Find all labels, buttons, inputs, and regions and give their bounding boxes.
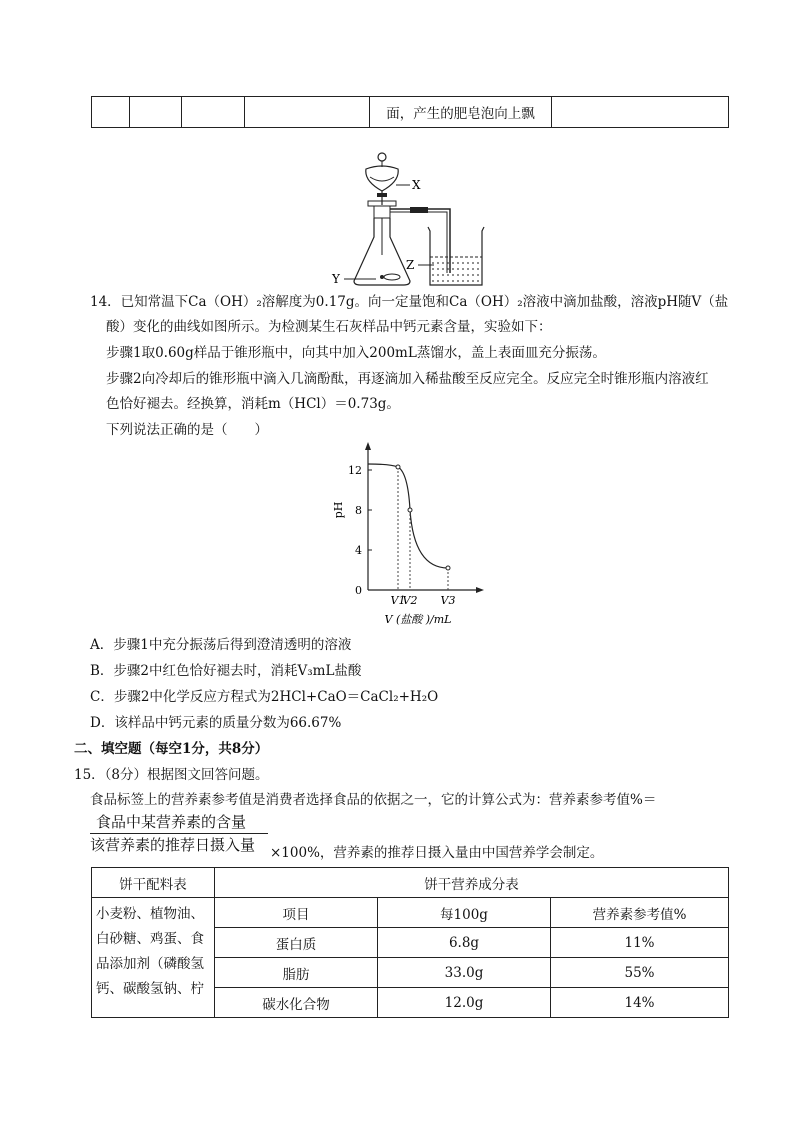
composition-header: 饼干营养成分表 xyxy=(215,868,729,898)
top-table-cell xyxy=(552,97,729,128)
q15-line2: 食品标签上的营养素参考值是消费者选择食品的依据之一，它的计算公式为：营养素参考值%＝ xyxy=(90,792,657,808)
col-per100-header: 每100g xyxy=(378,898,551,928)
x-tick-label: V1 xyxy=(390,594,406,607)
ingredients-cell xyxy=(92,898,215,1018)
top-table-cell xyxy=(92,97,130,128)
nutrition-table xyxy=(91,867,729,1018)
row-amount: 33.0g xyxy=(378,958,551,988)
x-tick-label: V3 xyxy=(440,594,456,607)
x-axis-label: V (盐酸 )/mL xyxy=(384,613,452,626)
fraction-denominator: 该营养素的推荐日摄入量 xyxy=(90,836,256,854)
q14-line2: 酸）变化的曲线如图所示。为检测某生石灰样品中钙元素含量，实验如下： xyxy=(106,319,552,335)
top-table-cell xyxy=(182,97,245,128)
row-item: 脂肪 xyxy=(215,958,378,988)
top-table-cell-text: 面，产生的肥皂泡向上飘 xyxy=(370,97,552,128)
row-nrv: 14% xyxy=(551,988,729,1018)
ph-curve xyxy=(368,464,448,568)
ingredients-line: 小麦粉、植物油、 xyxy=(96,906,204,922)
ingredients-line: 钙、碳酸氢钠、柠 xyxy=(96,981,204,997)
x-tick-label: V2 xyxy=(402,594,418,607)
q14-prompt: 下列说法正确的是（ ） xyxy=(106,422,268,438)
top-table-cell xyxy=(130,97,182,128)
q14-line1: 14．已知常温下Ca（OH）₂溶解度为0.17g。向一定量饱和Ca（OH）₂溶液中滴加盐酸，溶液pH随V（盐 xyxy=(90,294,729,310)
option-c: C．步骤2中化学反应方程式为2HCl+CaO＝CaCl₂+H₂O xyxy=(90,689,439,705)
label-z: Z xyxy=(406,258,415,272)
option-b: B．步骤2中红色恰好褪去时，消耗V₃mL盐酸 xyxy=(90,663,362,679)
q15-tail: ×100%，营养素的推荐日摄入量由中国营养学会制定。 xyxy=(270,845,604,861)
y-tick-label: 0 xyxy=(355,584,362,597)
label-x: X xyxy=(412,178,421,192)
y-axis-label: pH xyxy=(332,501,345,519)
ph-chart xyxy=(330,440,490,635)
fraction-bar xyxy=(90,833,268,834)
col-nrv-header: 营养素参考值% xyxy=(551,898,729,928)
fraction-numerator: 食品中某营养素的含量 xyxy=(96,813,247,831)
q14-step2b: 色恰好褪去。经换算，消耗m（HCl）＝0.73g。 xyxy=(106,396,400,412)
col-item-header: 项目 xyxy=(215,898,378,928)
section2-title: 二、填空题（每空1分，共8分） xyxy=(74,741,269,757)
row-amount: 12.0g xyxy=(378,988,551,1018)
row-amount: 6.8g xyxy=(378,928,551,958)
label-y: Y xyxy=(332,272,340,286)
row-nrv: 11% xyxy=(551,928,729,958)
y-tick-label: 8 xyxy=(355,504,362,517)
q14-step1: 步骤1取0.60g样品于锥形瓶中，向其中加入200mL蒸馏水，盖上表面皿充分振荡。 xyxy=(106,345,606,361)
q14-step2a: 步骤2向冷却后的锥形瓶中滴入几滴酚酞，再逐滴加入稀盐酸至反应完全。反应完全时锥形瓶内溶液红 xyxy=(106,371,709,387)
apparatus-diagram xyxy=(330,145,500,290)
data-point xyxy=(396,465,400,469)
row-nrv: 55% xyxy=(551,958,729,988)
row-item: 碳水化合物 xyxy=(215,988,378,1018)
row-item: 蛋白质 xyxy=(215,928,378,958)
option-a: A．步骤1中充分振荡后得到澄清透明的溶液 xyxy=(90,637,352,653)
ingredients-header: 饼干配料表 xyxy=(92,868,215,898)
data-point xyxy=(408,508,412,512)
fraction xyxy=(90,812,268,855)
data-point xyxy=(446,566,450,570)
top-table xyxy=(91,96,729,128)
option-d: D．该样品中钙元素的质量分数为66.67% xyxy=(90,715,342,731)
ingredients-line: 品添加剂（磷酸氢 xyxy=(96,956,204,972)
ingredients-line: 白砂糖、鸡蛋、食 xyxy=(96,931,204,947)
y-tick-label: 12 xyxy=(348,464,362,477)
top-table-cell xyxy=(245,97,370,128)
y-tick-label: 4 xyxy=(355,544,362,557)
q15-line1: 15．（8分）根据图文回答问题。 xyxy=(74,767,269,783)
